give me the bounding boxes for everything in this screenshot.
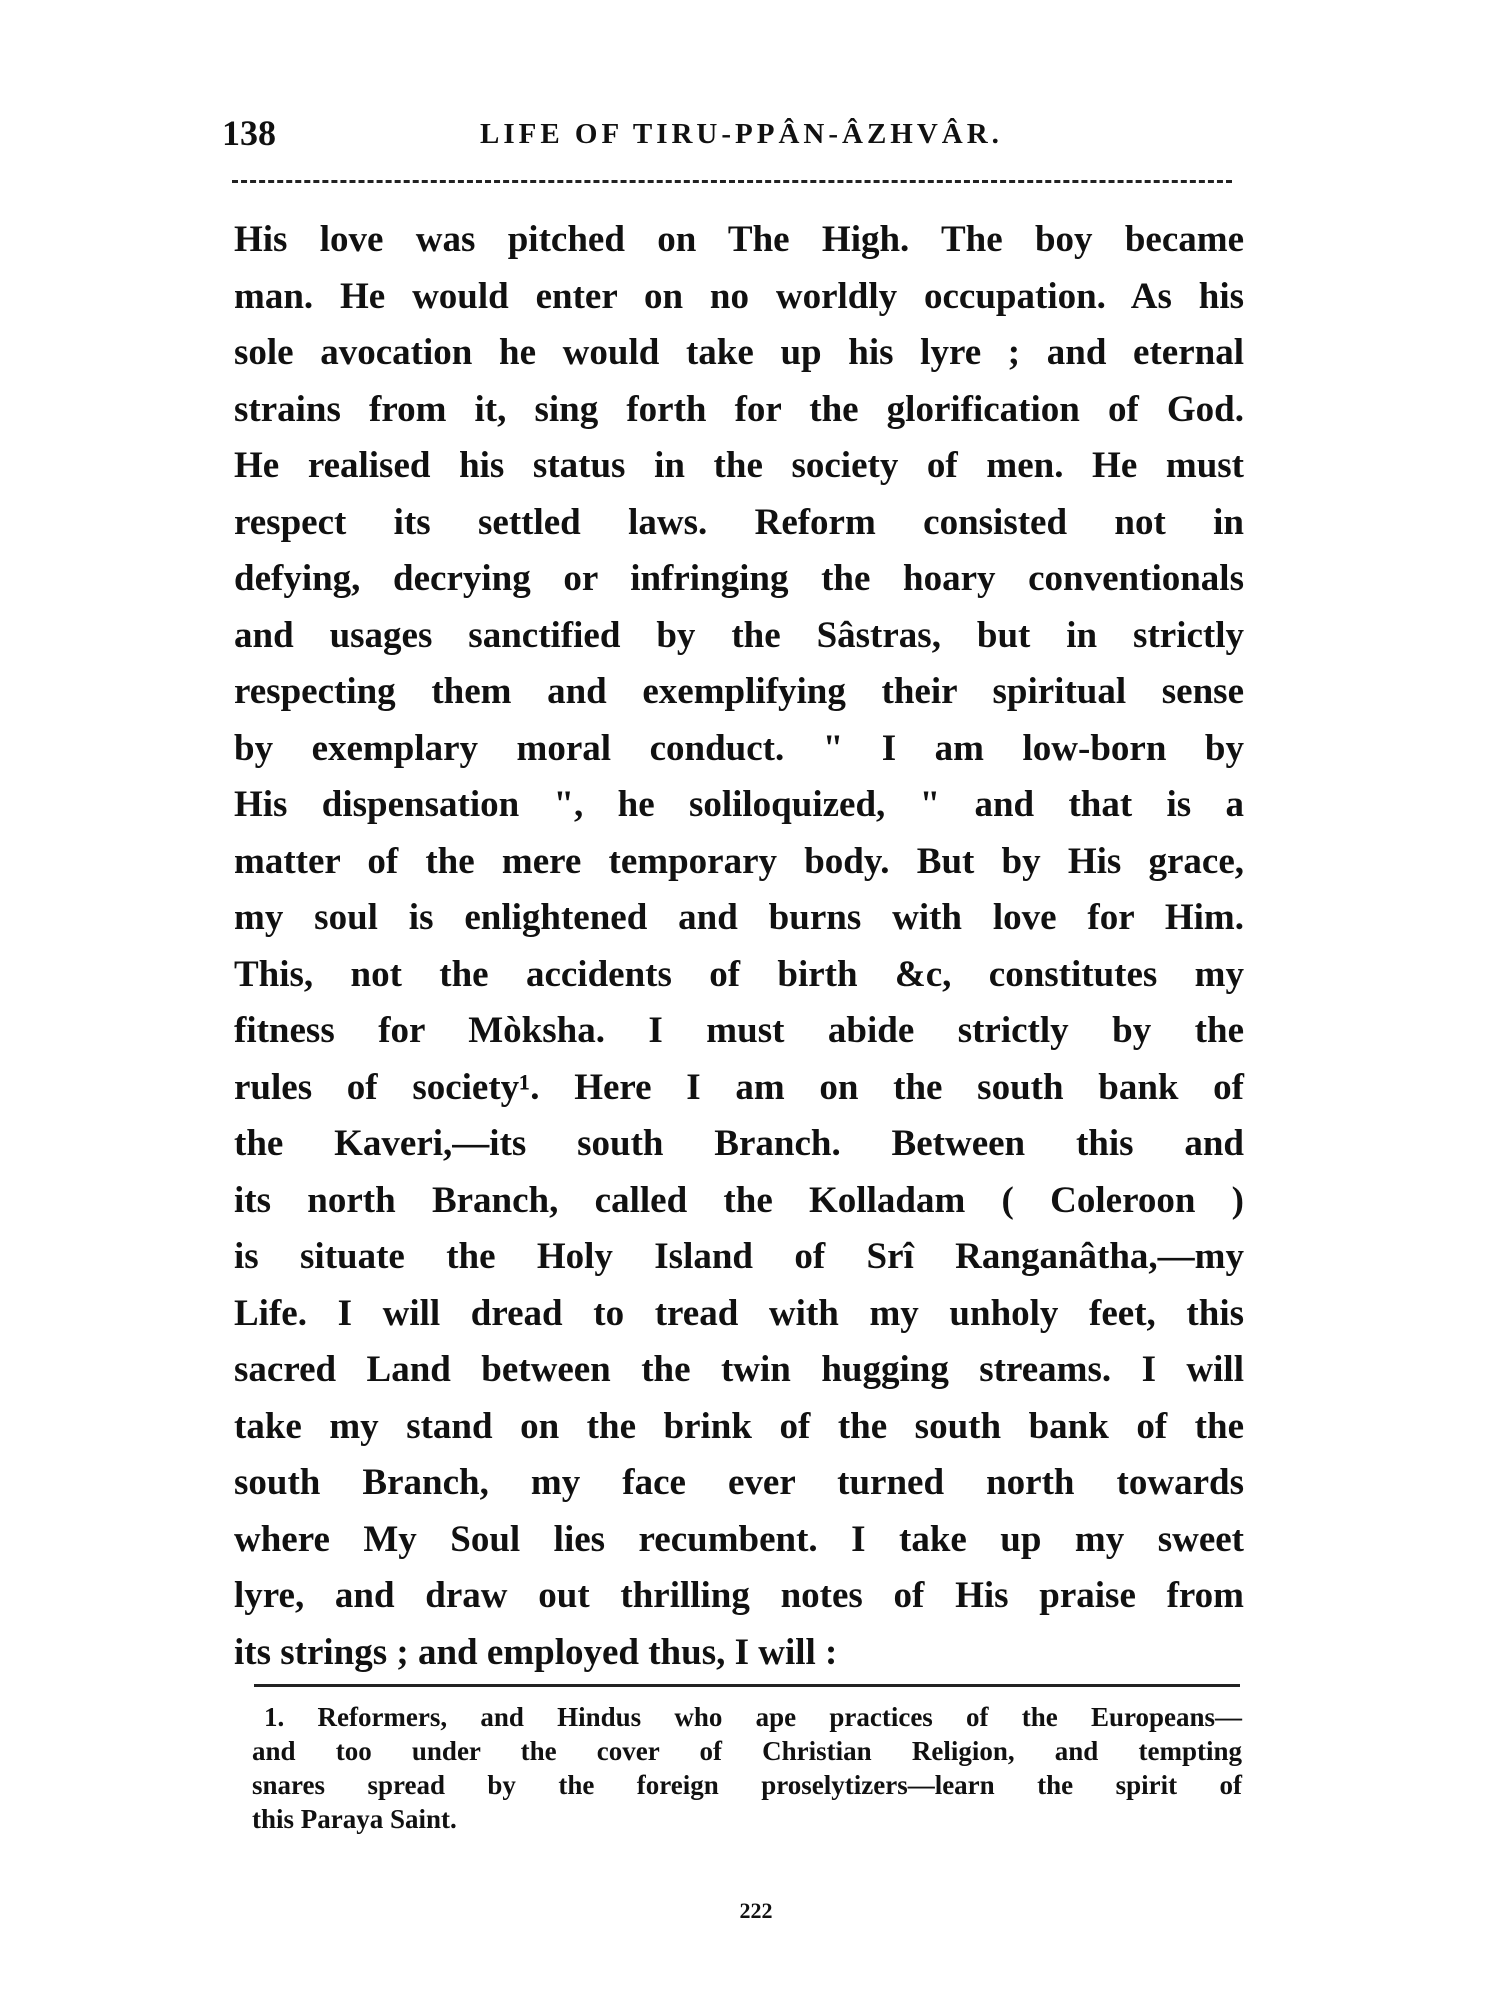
footnote-line: and too under the cover of Christian Religion, and tempting — [252, 1736, 1242, 1766]
text-line: His love was pitched on The High. The boy became — [234, 219, 1244, 260]
text-line: is situate the Holy Island of Srî Ranganâtha,—my — [234, 1236, 1244, 1277]
text-line: fitness for Mòksha. I must abide strictly by the — [234, 1010, 1244, 1051]
text-line: respecting them and exemplifying their spiritual sense — [234, 671, 1244, 712]
text-line: He realised his status in the society of men. He must — [234, 445, 1244, 486]
text-line: defying, decrying or infringing the hoary conventionals — [234, 558, 1244, 599]
text-line: man. He would enter on no worldly occupation. As his — [234, 275, 1244, 317]
text-line: my soul is enlightened and burns with love for Him. — [234, 897, 1244, 938]
text-line: His dispensation ", he soliloquized, " and that is a — [234, 784, 1244, 825]
text-line: matter of the mere temporary body. But by His grace, — [234, 840, 1244, 882]
text-line: rules of society¹. Here I am on the south bank of — [234, 1066, 1244, 1108]
footnote-line: snares spread by the foreign proselytizers—learn the spirit of — [252, 1770, 1242, 1800]
text-line: lyre, and draw out thrilling notes of His praise from — [234, 1575, 1244, 1616]
running-title: LIFE OF TIRU-PPÂN-ÂZHVÂR. — [480, 118, 1003, 150]
text-line: Life. I will dread to tread with my unholy feet, this — [234, 1292, 1244, 1334]
text-line: take my stand on the brink of the south bank of the — [234, 1405, 1244, 1447]
text-line: south Branch, my face ever turned north towards — [234, 1462, 1244, 1503]
text-line: sole avocation he would take up his lyre ; and eternal — [234, 332, 1244, 373]
text-line: its strings ; and employed thus, I will : — [234, 1631, 838, 1673]
header-rule — [232, 180, 1232, 183]
footer-page-number: 222 — [739, 1898, 773, 1923]
text-line: the Kaveri,—its south Branch. Between this and — [234, 1123, 1244, 1164]
footnote-line: this Paraya Saint. — [252, 1804, 457, 1834]
text-line: sacred Land between the twin hugging streams. I will — [234, 1349, 1244, 1390]
running-header — [222, 112, 1240, 162]
footnote-rule — [254, 1684, 1240, 1687]
text-line: respect its settled laws. Reform consisted not in — [234, 501, 1244, 543]
text-line: and usages sanctified by the Sâstras, but in strictly — [234, 614, 1244, 656]
footnote — [252, 1700, 1242, 1836]
text-line: This, not the accidents of birth &c, constitutes my — [234, 953, 1244, 995]
body-paragraph — [234, 212, 1244, 1681]
page-number: 138 — [222, 113, 276, 153]
text-line: strains from it, sing forth for the glorification of God. — [234, 388, 1244, 430]
text-line: its north Branch, called the Kolladam ( Coleroon ) — [234, 1179, 1244, 1221]
text-line: by exemplary moral conduct. " I am low-born by — [234, 727, 1244, 769]
text-line: where My Soul lies recumbent. I take up my sweet — [234, 1518, 1244, 1560]
footnote-line: 1. Reformers, and Hindus who ape practices of the Europeans— — [264, 1702, 1242, 1732]
